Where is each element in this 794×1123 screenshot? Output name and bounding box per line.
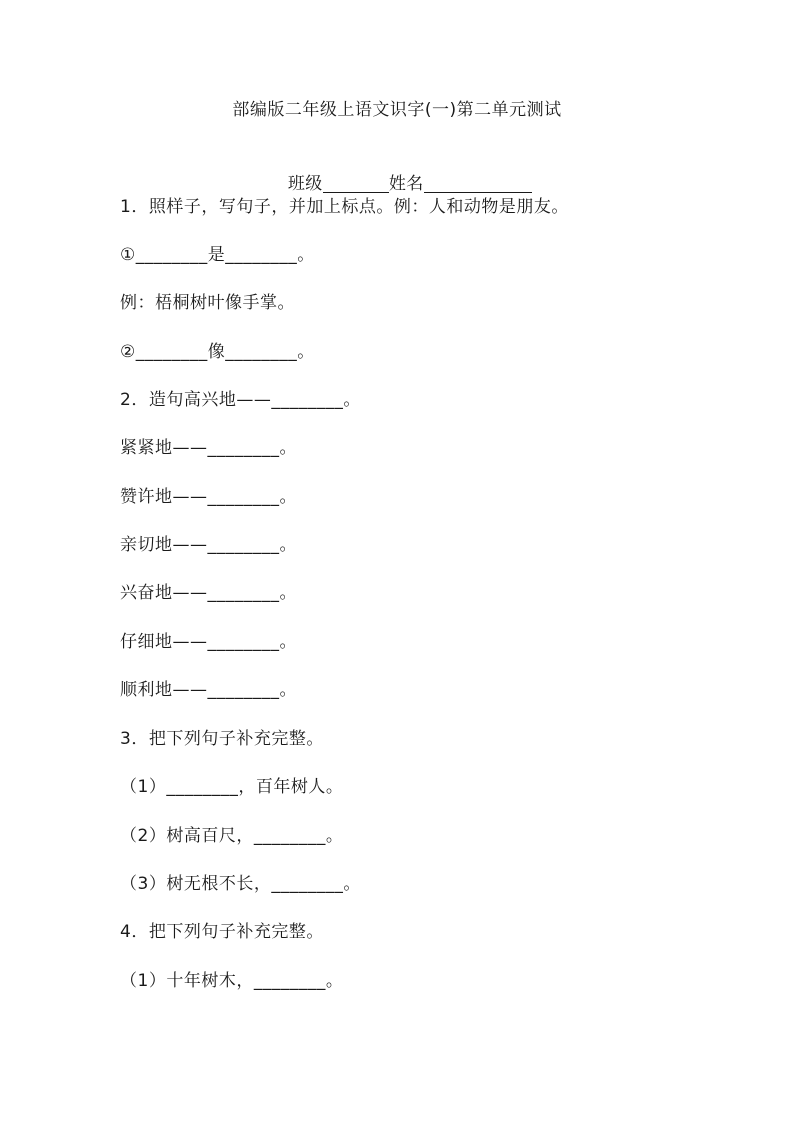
- q2-item-zanxu: 赞许地——________。: [120, 487, 297, 507]
- q3-item-3: （3）树无根不长，________。: [120, 874, 361, 894]
- question-3-heading: 3．把下列句子补充完整。: [120, 729, 324, 749]
- name-label: 姓名: [388, 174, 424, 194]
- student-info-line: [276, 148, 532, 196]
- q1-example-2: 例：梧桐树叶像手掌。: [120, 293, 295, 313]
- class-blank[interactable]: [323, 174, 389, 193]
- q3-item-2: （2）树高百尺，________。: [120, 826, 344, 846]
- q2-item-shunli: 顺利地——________。: [120, 680, 297, 700]
- q1-item-2: ②________像________。: [120, 342, 315, 362]
- q2-item-qinqie: 亲切地——________。: [120, 535, 297, 555]
- question-1-heading: 1．照样子，写句子，并加上标点。例：人和动物是朋友。: [120, 197, 569, 217]
- name-blank[interactable]: [424, 174, 532, 193]
- q3-item-1: （1）________，百年树人。: [120, 777, 344, 797]
- question-4-heading: 4．把下列句子补充完整。: [120, 922, 324, 942]
- question-2-heading: 2．造句高兴地——________。: [120, 390, 361, 410]
- q1-item-1: ①________是________。: [120, 245, 315, 265]
- q2-item-jinjin: 紧紧地——________。: [120, 438, 297, 458]
- class-label: 班级: [287, 174, 323, 194]
- page-title: 部编版二年级上语文识字(一)第二单元测试: [232, 100, 562, 120]
- q4-item-1: （1）十年树木，________。: [120, 971, 344, 991]
- q2-item-zixi: 仔细地——________。: [120, 632, 297, 652]
- q2-item-xingfen: 兴奋地——________。: [120, 583, 297, 603]
